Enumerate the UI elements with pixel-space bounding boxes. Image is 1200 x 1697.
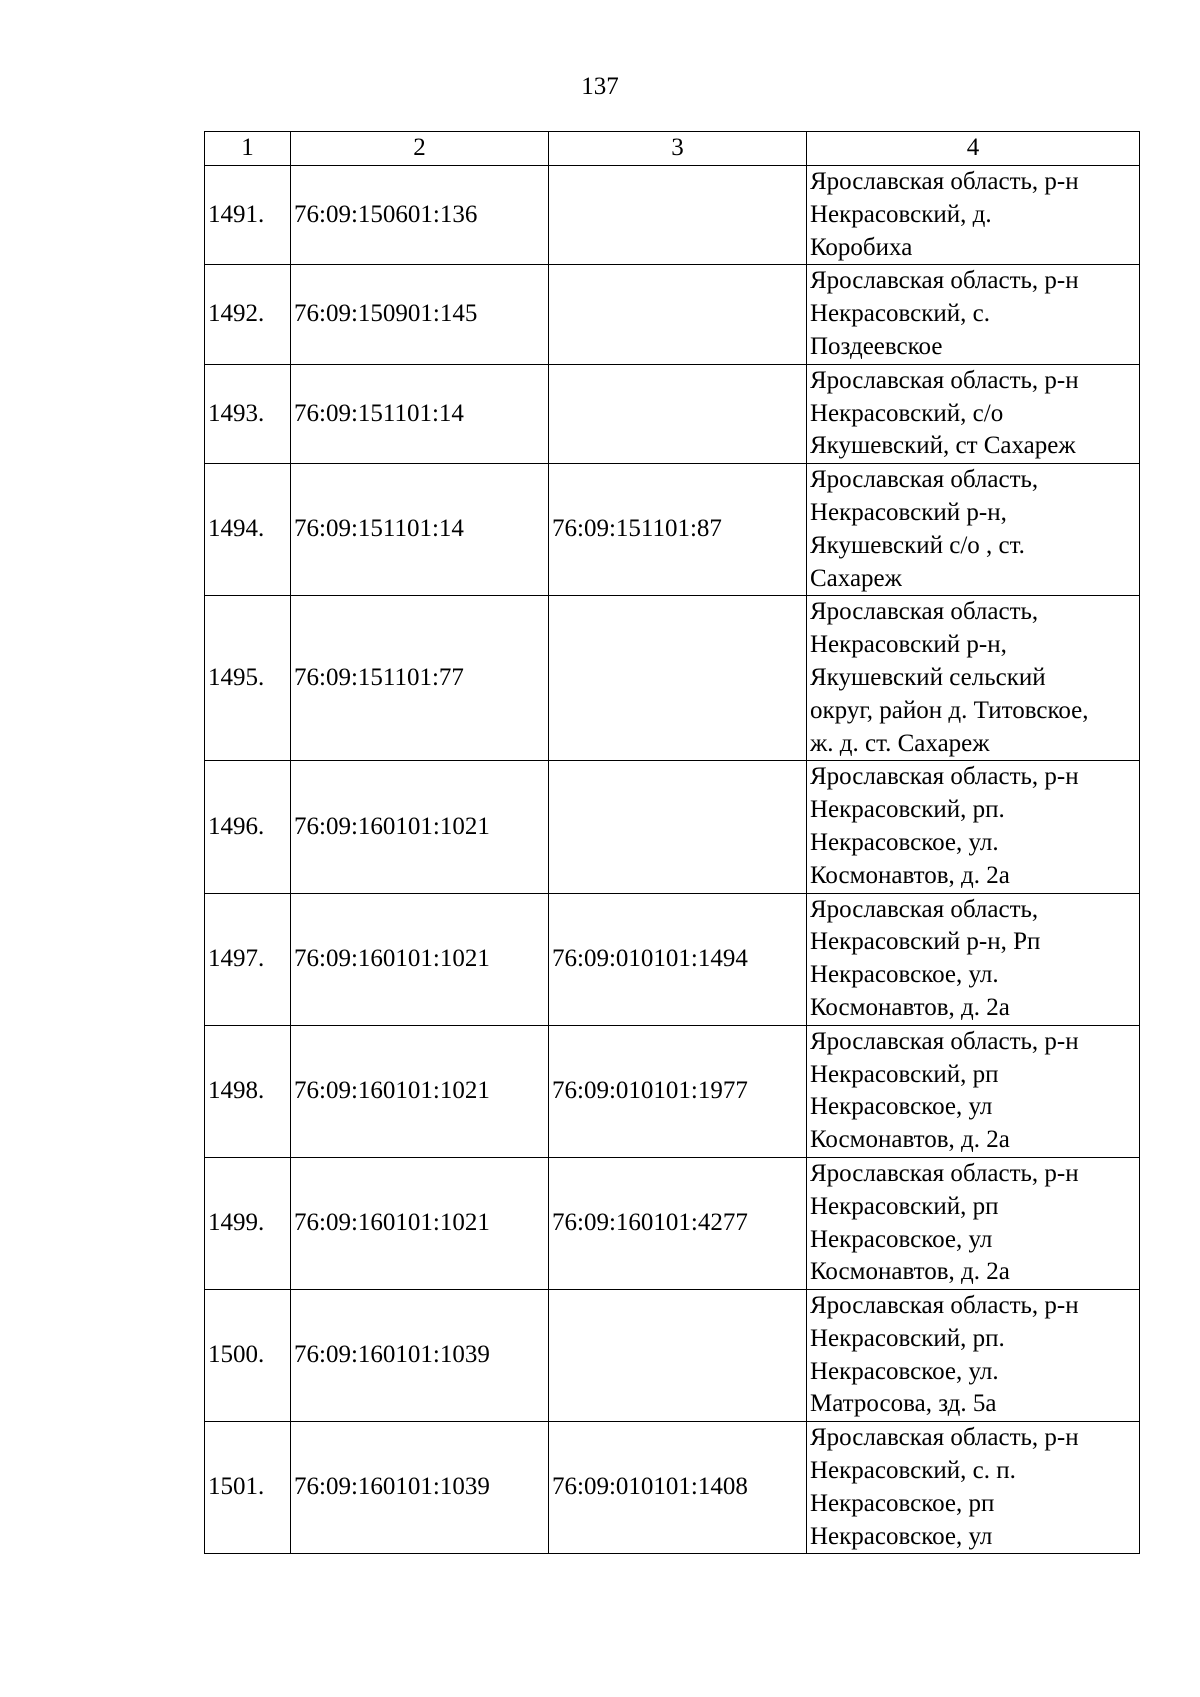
address-line: Якушевский, ст Сахареж [810, 432, 1076, 460]
table-row [205, 1422, 1140, 1554]
address-line: Некрасовский, рп [810, 1192, 999, 1220]
related-cadastral-number-cell: 76:09:010101:1977 [549, 1025, 807, 1157]
table-header-row [205, 132, 1140, 166]
address-line: Ярославская область, р-н [810, 763, 1079, 791]
address-line: Некрасовский, рп [810, 1060, 999, 1088]
page-number: 137 [581, 73, 619, 100]
address-line: Ярославская область, р-н [810, 168, 1079, 195]
address-cell [807, 893, 1140, 1025]
address-line: Поздеевское [810, 332, 943, 360]
address-cell [807, 1422, 1140, 1554]
table-row [205, 761, 1140, 893]
address-line: Некрасовское, рп [810, 1489, 995, 1517]
address-line: Якушевский с/о , ст. [810, 531, 1025, 559]
address-line: Ярославская область, р-н [810, 1424, 1079, 1452]
row-number-cell: 1495. [205, 596, 291, 761]
table-row [205, 464, 1140, 596]
row-number-cell: 1497. [205, 893, 291, 1025]
column-header-2: 2 [291, 132, 549, 166]
cadastral-number-cell: 76:09:151101:14 [291, 464, 549, 596]
address-line: Матросова, зд. 5а [810, 1390, 997, 1418]
address-line: Космонавтов, д. 2а [810, 1126, 1010, 1154]
table-row [205, 1157, 1140, 1289]
address-line: Некрасовское, ул [810, 1225, 993, 1253]
related-cadastral-number-cell [549, 166, 807, 265]
cadastral-number-cell: 76:09:160101:1021 [291, 1025, 549, 1157]
row-number-cell: 1500. [205, 1290, 291, 1422]
table-row [205, 1025, 1140, 1157]
address-line: Космонавтов, д. 2а [810, 993, 1010, 1021]
cadastral-number-cell: 76:09:160101:1039 [291, 1290, 549, 1422]
address-line: округ, район д. Титовское, [810, 696, 1089, 724]
address-line: Некрасовское, ул. [810, 828, 999, 856]
cadastral-number-cell: 76:09:150901:145 [291, 265, 549, 364]
address-cell [807, 596, 1140, 761]
address-line: Ярославская область, [810, 895, 1039, 923]
address-line: Некрасовское, ул. [810, 1357, 999, 1385]
address-line: Некрасовский р-н, [810, 631, 1007, 659]
address-line: Ярославская область, [810, 466, 1039, 494]
row-number-cell: 1499. [205, 1157, 291, 1289]
table-row [205, 893, 1140, 1025]
related-cadastral-number-cell: 76:09:151101:87 [549, 464, 807, 596]
cadastral-number-cell: 76:09:160101:1021 [291, 893, 549, 1025]
row-number-cell: 1498. [205, 1025, 291, 1157]
address-cell [807, 1025, 1140, 1157]
related-cadastral-number-cell [549, 761, 807, 893]
address-line: Космонавтов, д. 2а [810, 861, 1010, 889]
cadastral-number-cell: 76:09:151101:14 [291, 364, 549, 463]
address-cell [807, 464, 1140, 596]
related-cadastral-number-cell [549, 596, 807, 761]
row-number-cell: 1491. [205, 166, 291, 265]
address-line: Некрасовское, ул. [810, 961, 999, 989]
table-row [205, 596, 1140, 761]
row-number-cell: 1493. [205, 364, 291, 463]
address-line: Сахареж [810, 564, 902, 592]
column-header-4: 4 [807, 132, 1140, 166]
address-cell [807, 265, 1140, 364]
column-header-1: 1 [205, 132, 291, 166]
address-line: Некрасовский, рп. [810, 1324, 1005, 1352]
address-line: Ярославская область, р-н [810, 267, 1079, 295]
address-line: Некрасовский, рп. [810, 796, 1005, 824]
cadastral-number-cell: 76:09:160101:1021 [291, 761, 549, 893]
address-line: Некрасовский, с. [810, 300, 990, 328]
address-line: Некрасовский, д. [810, 200, 992, 228]
table-row [205, 265, 1140, 364]
address-line: Некрасовское, ул [810, 1522, 993, 1550]
related-cadastral-number-cell [549, 1290, 807, 1422]
row-number-cell: 1496. [205, 761, 291, 893]
related-cadastral-number-cell: 76:09:160101:4277 [549, 1157, 807, 1289]
table-row [205, 364, 1140, 463]
table-row [205, 166, 1140, 265]
related-cadastral-number-cell [549, 364, 807, 463]
column-header-3: 3 [549, 132, 807, 166]
row-number-cell: 1492. [205, 265, 291, 364]
address-line: Ярославская область, р-н [810, 1292, 1079, 1320]
address-cell [807, 761, 1140, 893]
address-line: Ярославская область, р-н [810, 1027, 1079, 1055]
address-line: Некрасовский, с. п. [810, 1457, 1016, 1485]
cadastral-number-cell: 76:09:151101:77 [291, 596, 549, 761]
address-line: Некрасовский, с/о [810, 399, 1004, 427]
table-row [205, 1290, 1140, 1422]
related-cadastral-number-cell: 76:09:010101:1408 [549, 1422, 807, 1554]
address-line: Космонавтов, д. 2а [810, 1258, 1010, 1286]
row-number-cell: 1494. [205, 464, 291, 596]
address-cell [807, 364, 1140, 463]
cadastral-number-cell: 76:09:150601:136 [291, 166, 549, 265]
address-line: Ярославская область, [810, 598, 1039, 626]
address-line: Ярославская область, р-н [810, 1159, 1079, 1187]
address-line: Некрасовский р-н, Рп [810, 928, 1041, 956]
cadastral-number-cell: 76:09:160101:1021 [291, 1157, 549, 1289]
cadastral-table [204, 131, 1140, 1554]
address-line: Коробиха [810, 233, 913, 261]
row-number-cell: 1501. [205, 1422, 291, 1554]
address-line: Некрасовское, ул [810, 1093, 993, 1121]
cadastral-number-cell: 76:09:160101:1039 [291, 1422, 549, 1554]
address-line: Якушевский сельский [810, 663, 1046, 691]
address-line: ж. д. ст. Сахареж [810, 729, 990, 757]
related-cadastral-number-cell: 76:09:010101:1494 [549, 893, 807, 1025]
address-cell [807, 1290, 1140, 1422]
related-cadastral-number-cell [549, 265, 807, 364]
address-cell [807, 1157, 1140, 1289]
address-cell [807, 166, 1140, 265]
address-line: Некрасовский р-н, [810, 498, 1007, 526]
address-line: Ярославская область, р-н [810, 366, 1079, 394]
